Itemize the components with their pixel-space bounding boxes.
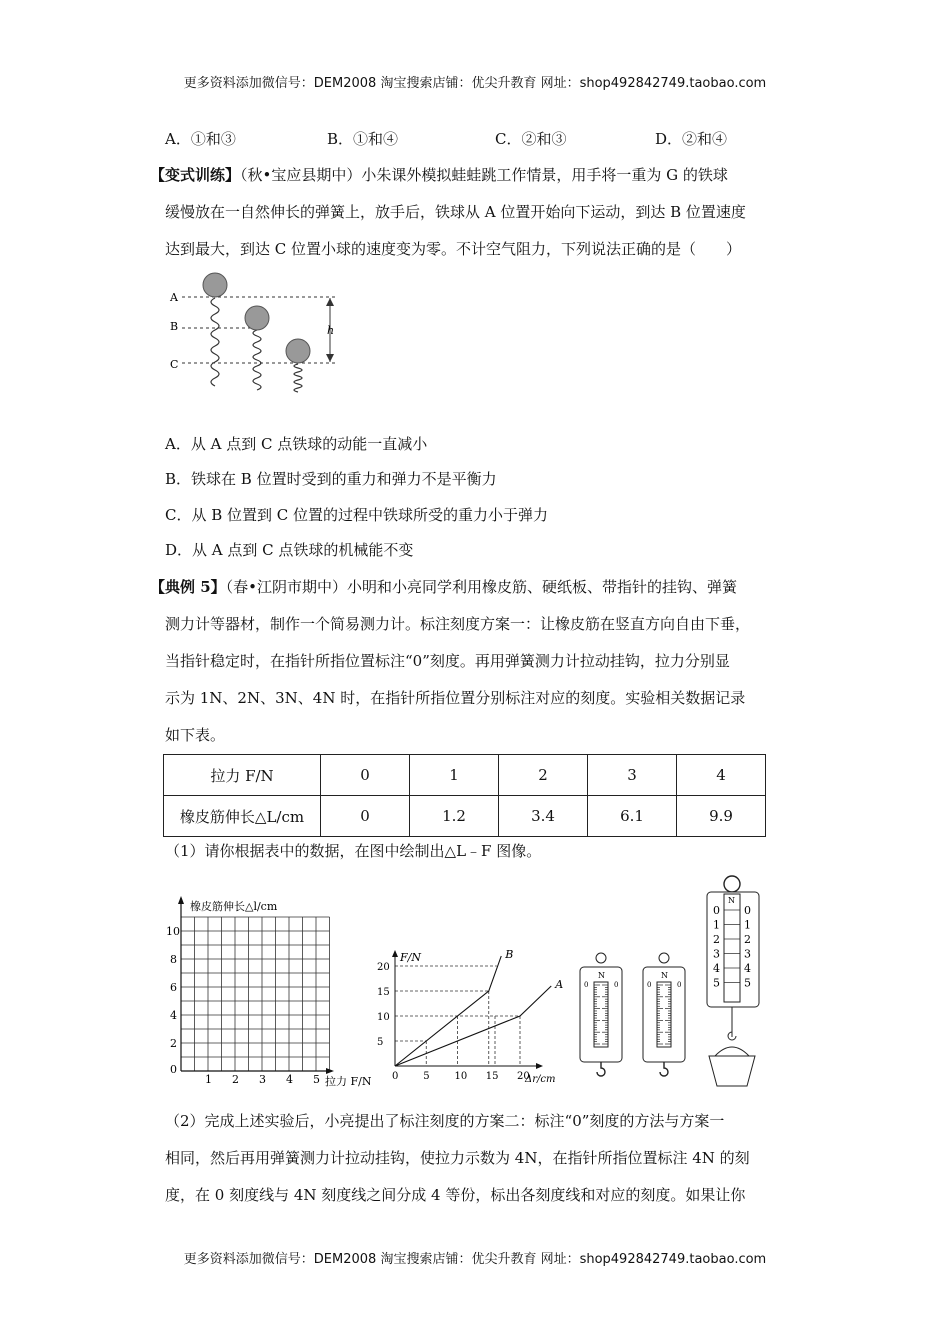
page-footer: 更多资料添加微信号：DEM2008 淘宝搜索店铺：优尖升教育 网址：shop492842749.taobao.com: [183, 1252, 767, 1267]
table-row: [164, 796, 766, 837]
fr-y-tick: 20: [377, 962, 390, 973]
meter-zero-right: 0: [677, 981, 682, 989]
big-scale-label-right: 1: [744, 918, 751, 932]
page-header: 更多资料添加微信号：DEM2008 淘宝搜索店铺：优尖升教育 网址：shop492842749.taobao.com: [183, 76, 767, 91]
option-b: B．①和④: [327, 130, 399, 148]
big-scale-label-right: 4: [744, 962, 751, 975]
grid-y-tick: 6: [170, 981, 177, 994]
example-line3: 当指针稳定时，在指针所指位置标注“0”刻度。再用弹簧测力计拉动挂钩，拉力分别显: [165, 652, 730, 670]
fr-x-tick: 10: [454, 1071, 468, 1082]
grid-xlabel: 拉力 F/N: [325, 1075, 372, 1088]
table-cell: 3: [588, 755, 677, 796]
table-header-elongation: 橡皮筋伸长△L/cm: [164, 796, 321, 837]
table-header-force: 拉力 F/N: [164, 755, 321, 796]
big-scale-label-left: 1: [713, 918, 720, 932]
table-cell: 9.9: [677, 796, 766, 837]
fr-y-tick: 10: [377, 1012, 390, 1023]
fr-xlabel: Δr/cm: [525, 1074, 556, 1085]
meter-n: N: [728, 896, 735, 905]
variant-option-c: C．从 B 位置到 C 位置的过程中铁球所受的重力小于弹力: [165, 506, 549, 524]
grid-chart: [160, 893, 380, 1093]
example-line5: 如下表。: [165, 726, 226, 744]
variant-option-b: B．铁球在 B 位置时受到的重力和弹力不是平衡力: [165, 470, 497, 488]
grid-ylabel: 橡皮筋伸长△l/cm: [190, 900, 278, 913]
label-a: A: [170, 291, 178, 304]
fr-x-tick: 20: [517, 1071, 530, 1082]
table-cell: 1.2: [410, 796, 499, 837]
big-scale-label-right: 0: [744, 904, 751, 917]
question-1: （1）请你根据表中的数据，在图中绘制出△L﹣F 图像。: [165, 842, 542, 860]
force-elongation-chart: [375, 948, 564, 1088]
fr-y-tick: 15: [377, 987, 390, 998]
meter-n: N: [661, 971, 668, 980]
fr-series-label: B: [505, 948, 514, 961]
table-cell: 0: [321, 755, 410, 796]
question-2-line3: 度，在 0 刻度线与 4N 刻度线之间分成 4 等份，标出各刻度线和对应的刻度。如果让你: [165, 1186, 746, 1204]
table-cell: 0: [321, 796, 410, 837]
table-cell: 1: [410, 755, 499, 796]
grid-x-tick: 5: [313, 1073, 320, 1086]
variant-question-line2: 缓慢放在一自然伸长的弹簧上，放手后，铁球从 A 位置开始向下运动，到达 B 位置速度: [165, 203, 746, 221]
fr-ylabel: F/N: [400, 951, 421, 964]
big-scale-label-left: 2: [713, 933, 720, 946]
meter-zero-right: 0: [614, 981, 619, 989]
option-d: D．②和④: [655, 130, 728, 148]
meter-zero-left: 0: [584, 981, 589, 989]
grid-x-tick: 1: [205, 1073, 212, 1086]
grid-y-tick: 4: [170, 1009, 177, 1022]
option-a: A．①和③: [165, 130, 236, 148]
spring-ball-figure: [160, 268, 360, 398]
spring-scales-figure: [575, 872, 775, 1090]
example-line4: 示为 1N、2N、3N、4N 时，在指针所指位置分别标注对应的刻度。实验相关数据记录: [165, 689, 746, 707]
example-tag: 【典例 5】: [150, 578, 226, 596]
big-scale-label-left: 0: [713, 904, 720, 917]
variant-option-d: D．从 A 点到 C 点铁球的机械能不变: [165, 541, 414, 559]
big-scale-label-left: 4: [713, 962, 720, 975]
label-b: B: [170, 320, 179, 333]
variant-option-a: A．从 A 点到 C 点铁球的动能一直减小: [165, 435, 428, 453]
grid-x-tick: 3: [259, 1073, 266, 1086]
fr-x-tick: 15: [485, 1071, 499, 1082]
big-scale-label-right: 2: [744, 933, 751, 946]
data-table: [163, 754, 766, 837]
big-scale-label-right: 5: [744, 976, 751, 990]
fr-x-tick: 0: [392, 1071, 399, 1082]
table-cell: 4: [677, 755, 766, 796]
fr-y-tick: 5: [377, 1037, 384, 1048]
grid-x-tick: 4: [286, 1073, 293, 1086]
table-cell: 3.4: [499, 796, 588, 837]
table-cell: 2: [499, 755, 588, 796]
grid-y-tick: 10: [166, 925, 180, 938]
fr-series-B: [395, 956, 501, 1066]
fr-series-label: A: [555, 978, 564, 991]
grid-y-tick: 2: [170, 1037, 177, 1050]
meter-n: N: [598, 971, 605, 980]
fr-series-A: [395, 986, 551, 1066]
example-line2: 测力计等器材，制作一个简易测力计。标注刻度方案一：让橡皮筋在竖直方向自由下垂，: [165, 615, 751, 633]
fr-x-tick: 5: [423, 1071, 430, 1082]
big-scale-label-left: 5: [713, 976, 720, 990]
example-line1: 【典例 5】（春•江阴市期中）小明和小亮同学利用橡皮筋、硬纸板、带指针的挂钩、弹簧: [150, 578, 738, 596]
meter-zero-left: 0: [647, 981, 652, 989]
height-label: h: [327, 324, 335, 337]
table-row: [164, 755, 766, 796]
grid-y-tick: 8: [170, 953, 177, 966]
grid-x-tick: 2: [232, 1073, 239, 1086]
option-c: C．②和③: [495, 130, 567, 148]
question-2-line2: 相同，然后再用弹簧测力计拉动挂钩，使拉力示数为 4N，在指针所指位置标注 4N 的刻: [165, 1149, 750, 1167]
question-2-line1: （2）完成上述实验后，小亮提出了标注刻度的方案二：标注“0”刻度的方法与方案一: [165, 1112, 725, 1130]
variant-tag: 【变式训练】: [150, 166, 241, 184]
big-scale-label-left: 3: [713, 947, 720, 961]
grid-y-tick: 0: [170, 1063, 177, 1076]
label-c: C: [170, 358, 179, 371]
table-cell: 6.1: [588, 796, 677, 837]
big-scale-label-right: 3: [744, 947, 751, 961]
variant-question-line1: 【变式训练】（秋•宝应县期中）小朱课外模拟蛙蛙跳工作情景，用手将一重为 G 的铁球: [150, 166, 728, 184]
variant-question-line3: 达到最大，到达 C 位置小球的速度变为零。不计空气阻力，下列说法正确的是（ ）: [165, 240, 742, 258]
